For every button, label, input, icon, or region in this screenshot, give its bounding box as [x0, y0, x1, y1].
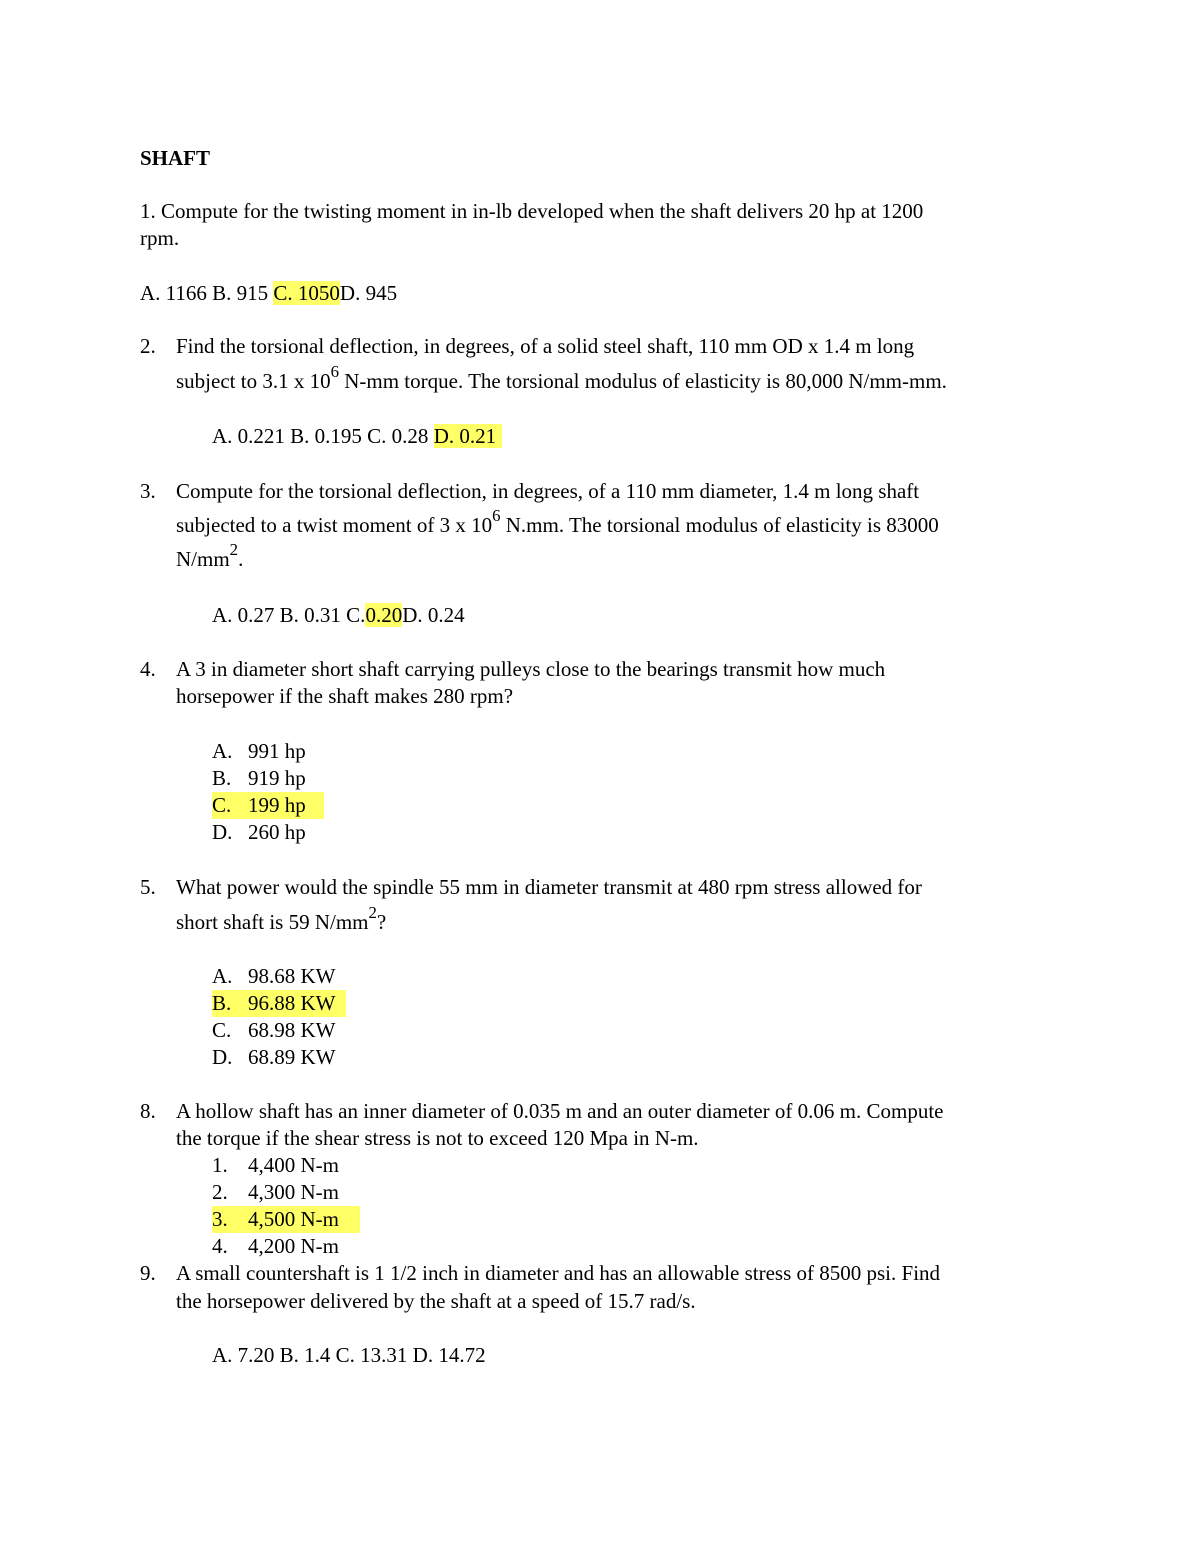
question-8-line-1: A hollow shaft has an inner diameter of 0.035 m and an outer diameter of 0.06 m. Compute [176, 1099, 944, 1123]
choices-text: A. 0.221 B. 0.195 C. 0.28 [212, 424, 429, 448]
option-label: B. [212, 766, 232, 790]
option-text: 991 hp [248, 739, 306, 763]
option-text: 919 hp [248, 766, 306, 790]
question-8-option-2 [212, 1179, 339, 1206]
question-5-line-1: What power would the spindle 55 mm in diameter transmit at 480 rpm stress allowed for [176, 875, 922, 899]
question-2-text: subject to 3.1 x 10 [176, 369, 331, 393]
question-2-choices [212, 423, 502, 450]
option-text: 260 hp [248, 820, 306, 844]
choice-b: B. 915 [212, 281, 269, 305]
question-4-option-a [212, 738, 306, 765]
question-3-line-3 [176, 540, 244, 573]
question-4-line-1: A 3 in diameter short shaft carrying pulleys close to the bearings transmit how much [176, 657, 886, 681]
exponent: 6 [330, 362, 339, 382]
question-5-option-d [212, 1044, 336, 1071]
answer-choice-c: 0.20 [365, 603, 403, 627]
option-label: 2. [212, 1180, 228, 1204]
question-8-line-2: the torque if the shear stress is not to exceed 120 Mpa in N-m. [176, 1126, 699, 1150]
question-2-line-2 [176, 362, 947, 395]
question-1-line-2: rpm. [140, 226, 180, 250]
option-text: 4,300 N-m [248, 1180, 339, 1204]
question-9-choices: A. 7.20 B. 1.4 C. 13.31 D. 14.72 [212, 1343, 486, 1367]
exponent: 2 [229, 540, 239, 560]
question-8-option-1 [212, 1152, 339, 1179]
choice-d: D. 945 [339, 281, 398, 305]
page-title: SHAFT [140, 146, 211, 170]
question-3-number: 3. [140, 479, 156, 503]
option-text: 199 hp [248, 793, 306, 817]
option-label: A. [212, 964, 233, 988]
question-5-option-c [212, 1017, 336, 1044]
option-label: 4. [212, 1234, 228, 1258]
question-4-option-d [212, 819, 306, 846]
choices-text-cont: D. 0.24 [402, 603, 465, 627]
option-label: D. [212, 1045, 233, 1069]
option-label: C. [212, 1018, 232, 1042]
question-8-option-3-answer [212, 1206, 360, 1233]
exponent: 6 [492, 506, 501, 526]
option-label: 3. [212, 1207, 228, 1231]
option-text: 4,500 N-m [248, 1207, 339, 1231]
question-5-line-2 [176, 903, 387, 936]
question-1-line-1: 1. Compute for the twisting moment in in-lb developed when the shaft delivers 20 hp at 1200 [140, 199, 924, 223]
question-4-number: 4. [140, 657, 156, 681]
option-text: 96.88 KW [248, 991, 336, 1015]
option-label: 1. [212, 1153, 228, 1177]
option-text: 4,400 N-m [248, 1153, 339, 1177]
option-label: B. [212, 991, 232, 1015]
question-8-option-4 [212, 1233, 339, 1260]
answer-choice-d: D. 0.21 [434, 424, 502, 448]
option-text: 4,200 N-m [248, 1234, 339, 1258]
question-3-text-cont: N.mm. The torsional modulus of elasticity is 83000 [500, 513, 939, 537]
period: . [238, 547, 244, 571]
question-4-line-2: horsepower if the shaft makes 280 rpm? [176, 684, 514, 708]
option-text: 68.89 KW [248, 1045, 336, 1069]
option-label: D. [212, 820, 233, 844]
option-label: C. [212, 793, 232, 817]
question-2-number: 2. [140, 334, 156, 358]
question-5-text: short shaft is 59 N/mm [176, 910, 369, 934]
exponent: 2 [368, 903, 377, 923]
answer-choice-c: C. 1050 [273, 281, 340, 305]
choice-a: A. 1166 [140, 281, 207, 305]
question-4-option-c-answer [212, 792, 324, 819]
option-label: A. [212, 739, 233, 763]
option-text: 68.98 KW [248, 1018, 336, 1042]
question-mark: ? [376, 910, 387, 934]
question-5-option-a [212, 963, 336, 990]
question-3-line-1: Compute for the torsional deflection, in degrees, of a 110 mm diameter, 1.4 m long shaft [176, 479, 920, 503]
question-9-number: 9. [140, 1261, 156, 1285]
question-5-number: 5. [140, 875, 156, 899]
question-2-text-cont: N-mm torque. The torsional modulus of elasticity is 80,000 N/mm-mm. [338, 369, 947, 393]
question-3-choices [212, 602, 465, 629]
question-9-line-1: A small countershaft is 1 1/2 inch in diameter and has an allowable stress of 8500 psi. Find [176, 1261, 941, 1285]
option-text: 98.68 KW [248, 964, 336, 988]
question-5-option-b-answer [212, 990, 346, 1017]
question-9-line-2: the horsepower delivered by the shaft at a speed of 15.7 rad/s. [176, 1289, 696, 1313]
question-3-line-2 [176, 506, 939, 539]
unit-text: N/mm [176, 547, 230, 571]
question-1-choices [140, 280, 397, 307]
question-3-text: subjected to a twist moment of 3 x 10 [176, 513, 493, 537]
question-8-number: 8. [140, 1099, 156, 1123]
question-2-line-1: Find the torsional deflection, in degrees, of a solid steel shaft, 110 mm OD x 1.4 m long [176, 334, 915, 358]
question-4-option-b [212, 765, 306, 792]
choices-text: A. 0.27 B. 0.31 C. [212, 603, 366, 627]
